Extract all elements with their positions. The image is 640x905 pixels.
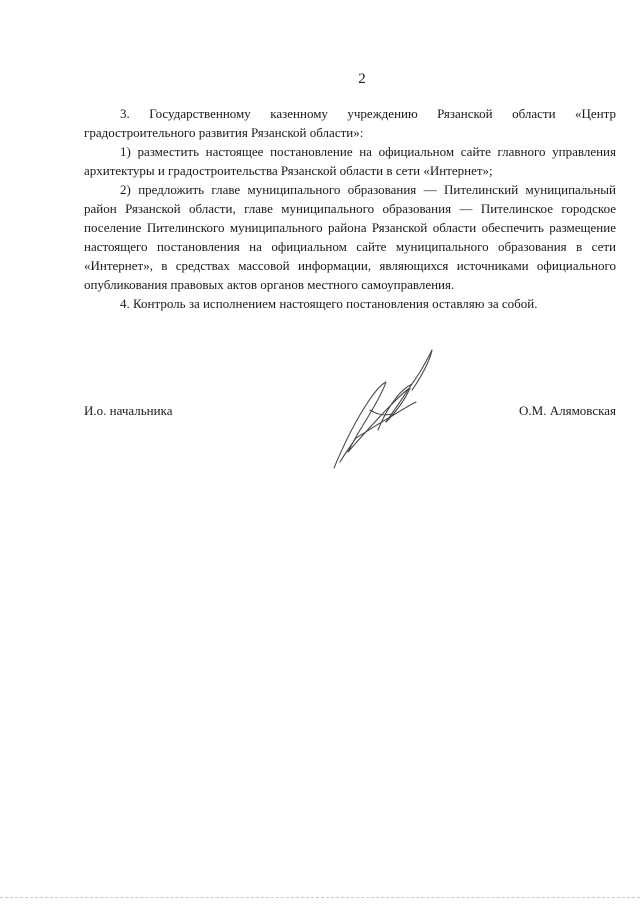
paragraph-item-3: 3. Государственному казенному учреждению Рязанской области «Центр градостроительного развития Рязанской области»: <box>84 106 616 140</box>
paragraph-item-4: 4. Контроль за исполнением настоящего постановления оставляю за собой. <box>120 296 538 311</box>
paragraph-subitem-1: 1) разместить настоящее постановление на официальном сайте главного управления архитектуры и градостроительства Рязанской области в сети «Интернет»; <box>84 144 616 178</box>
paragraph-subitem-2: 2) предложить главе муниципального образования — Пителинский муниципальный район Рязанской области, главе муниципального образования — Пителинское городское поселение Пителинского муниципального района Рязанской области обеспечить размещение настоящего постановления на официальном сайте муниципального образования в сети «Интернет», в средствах массовой информации, являющихся источниками официального опубликования правовых актов органов местного самоуправления. <box>84 182 616 292</box>
document-body <box>84 104 616 313</box>
signer-position: И.о. начальника <box>84 403 173 418</box>
handwritten-signature-icon <box>326 344 438 472</box>
signer-name: О.М. Алямовская <box>519 403 616 418</box>
page-number: 2 <box>358 71 366 87</box>
page-bottom-rule <box>0 897 640 898</box>
